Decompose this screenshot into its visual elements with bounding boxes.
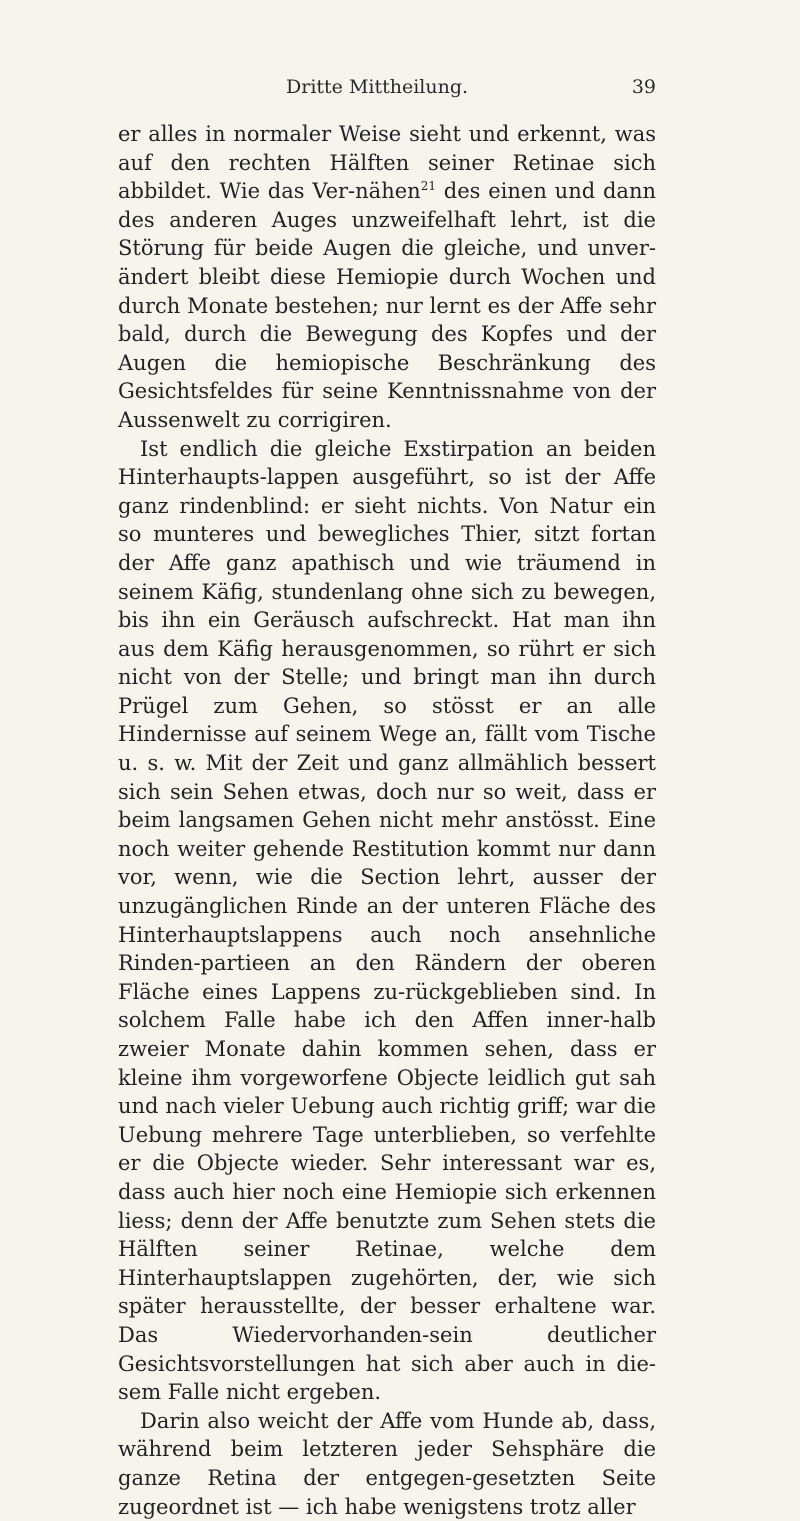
paragraph-1-text: er alles in normaler Weise sieht und erkennt, was auf den rechten Hälften seiner Retinae sich abbildet. Wie das Ver-nähen <box>118 122 656 204</box>
paragraph-1-text-cont: des einen und dann des anderen Auges unzweifelhaft lehrt, ist die Störung für beide Augen die gleiche, und unver-ändert bleibt diese Hemiopie durch Wochen und durch Monate bestehen; nur lernt es der Affe sehr bald, durch die Bewegung des Kopfes und der Augen die hemiopische Beschränkung des Gesichtsfeldes für seine Kenntnissnahme von der Aussenwelt zu corrigiren. <box>118 179 656 432</box>
paragraph-2: Ist endlich die gleiche Exstirpation an beiden Hinterhaupts-lappen ausgeführt, so ist der Affe ganz rindenblind: er sieht nichts. Von Natur ein so munteres und bewegliches Thier, sitzt fortan der Affe ganz apathisch und wie träumend in seinem Käfig, stundenlang ohne sich zu bewegen, bis ihn ein Geräusch aufschreckt. Hat man ihn aus dem Käfig herausgenommen, so rührt er sich nicht von der Stelle; und bringt man ihn durch Prügel zum Gehen, so stösst er an alle Hindernisse auf seinem Wege an, fällt vom Tische u. s. w. Mit der Zeit und ganz allmählich bessert sich sein Sehen etwas, doch nur so weit, dass er beim langsamen Gehen nicht mehr anstösst. Eine noch weiter gehende Restitution kommt nur dann vor, wenn, wie die Section lehrt, ausser der unzugänglichen Rinde an der unteren Fläche des Hinterhauptslappens auch noch ansehnliche Rinden-partieen an den Rändern der oberen Fläche eines Lappens zu-rückgeblieben sind. In solchem Falle habe ich den Affen inner-halb zweier Monate dahin kommen sehen, dass er kleine ihm vorgeworfene Objecte leidlich gut sah und nach vieler Uebung auch richtig griff; war die Uebung mehrere Tage unterblieben, so verfehlte er die Objecte wieder. Sehr interessant war es, dass auch hier noch eine Hemiopie sich erkennen liess; denn der Affe benutzte zum Sehen stets die Hälften seiner Retinae, welche dem Hinterhauptslappen zugehörten, der, wie sich später herausstellte, der besser erhaltene war. Das Wiedervorhanden-sein deutlicher Gesichtsvorstellungen hat sich aber auch in die-sem Falle nicht ergeben. <box>118 436 656 1405</box>
body-text <box>118 120 656 1521</box>
page-number: 39 <box>631 76 656 98</box>
paragraph-3: Darin also weicht der Affe vom Hunde ab, dass, während beim letzteren jeder Sehsphäre die ganze Retina der entgegen-gesetzten Seite zugeordnet ist — ich habe wenigstens trotz aller <box>118 1408 656 1519</box>
running-header <box>118 76 656 106</box>
paragraph-1 <box>118 120 656 435</box>
running-title: Dritte Mittheilung. <box>286 76 469 98</box>
footnote-reference: 21 <box>420 179 436 194</box>
